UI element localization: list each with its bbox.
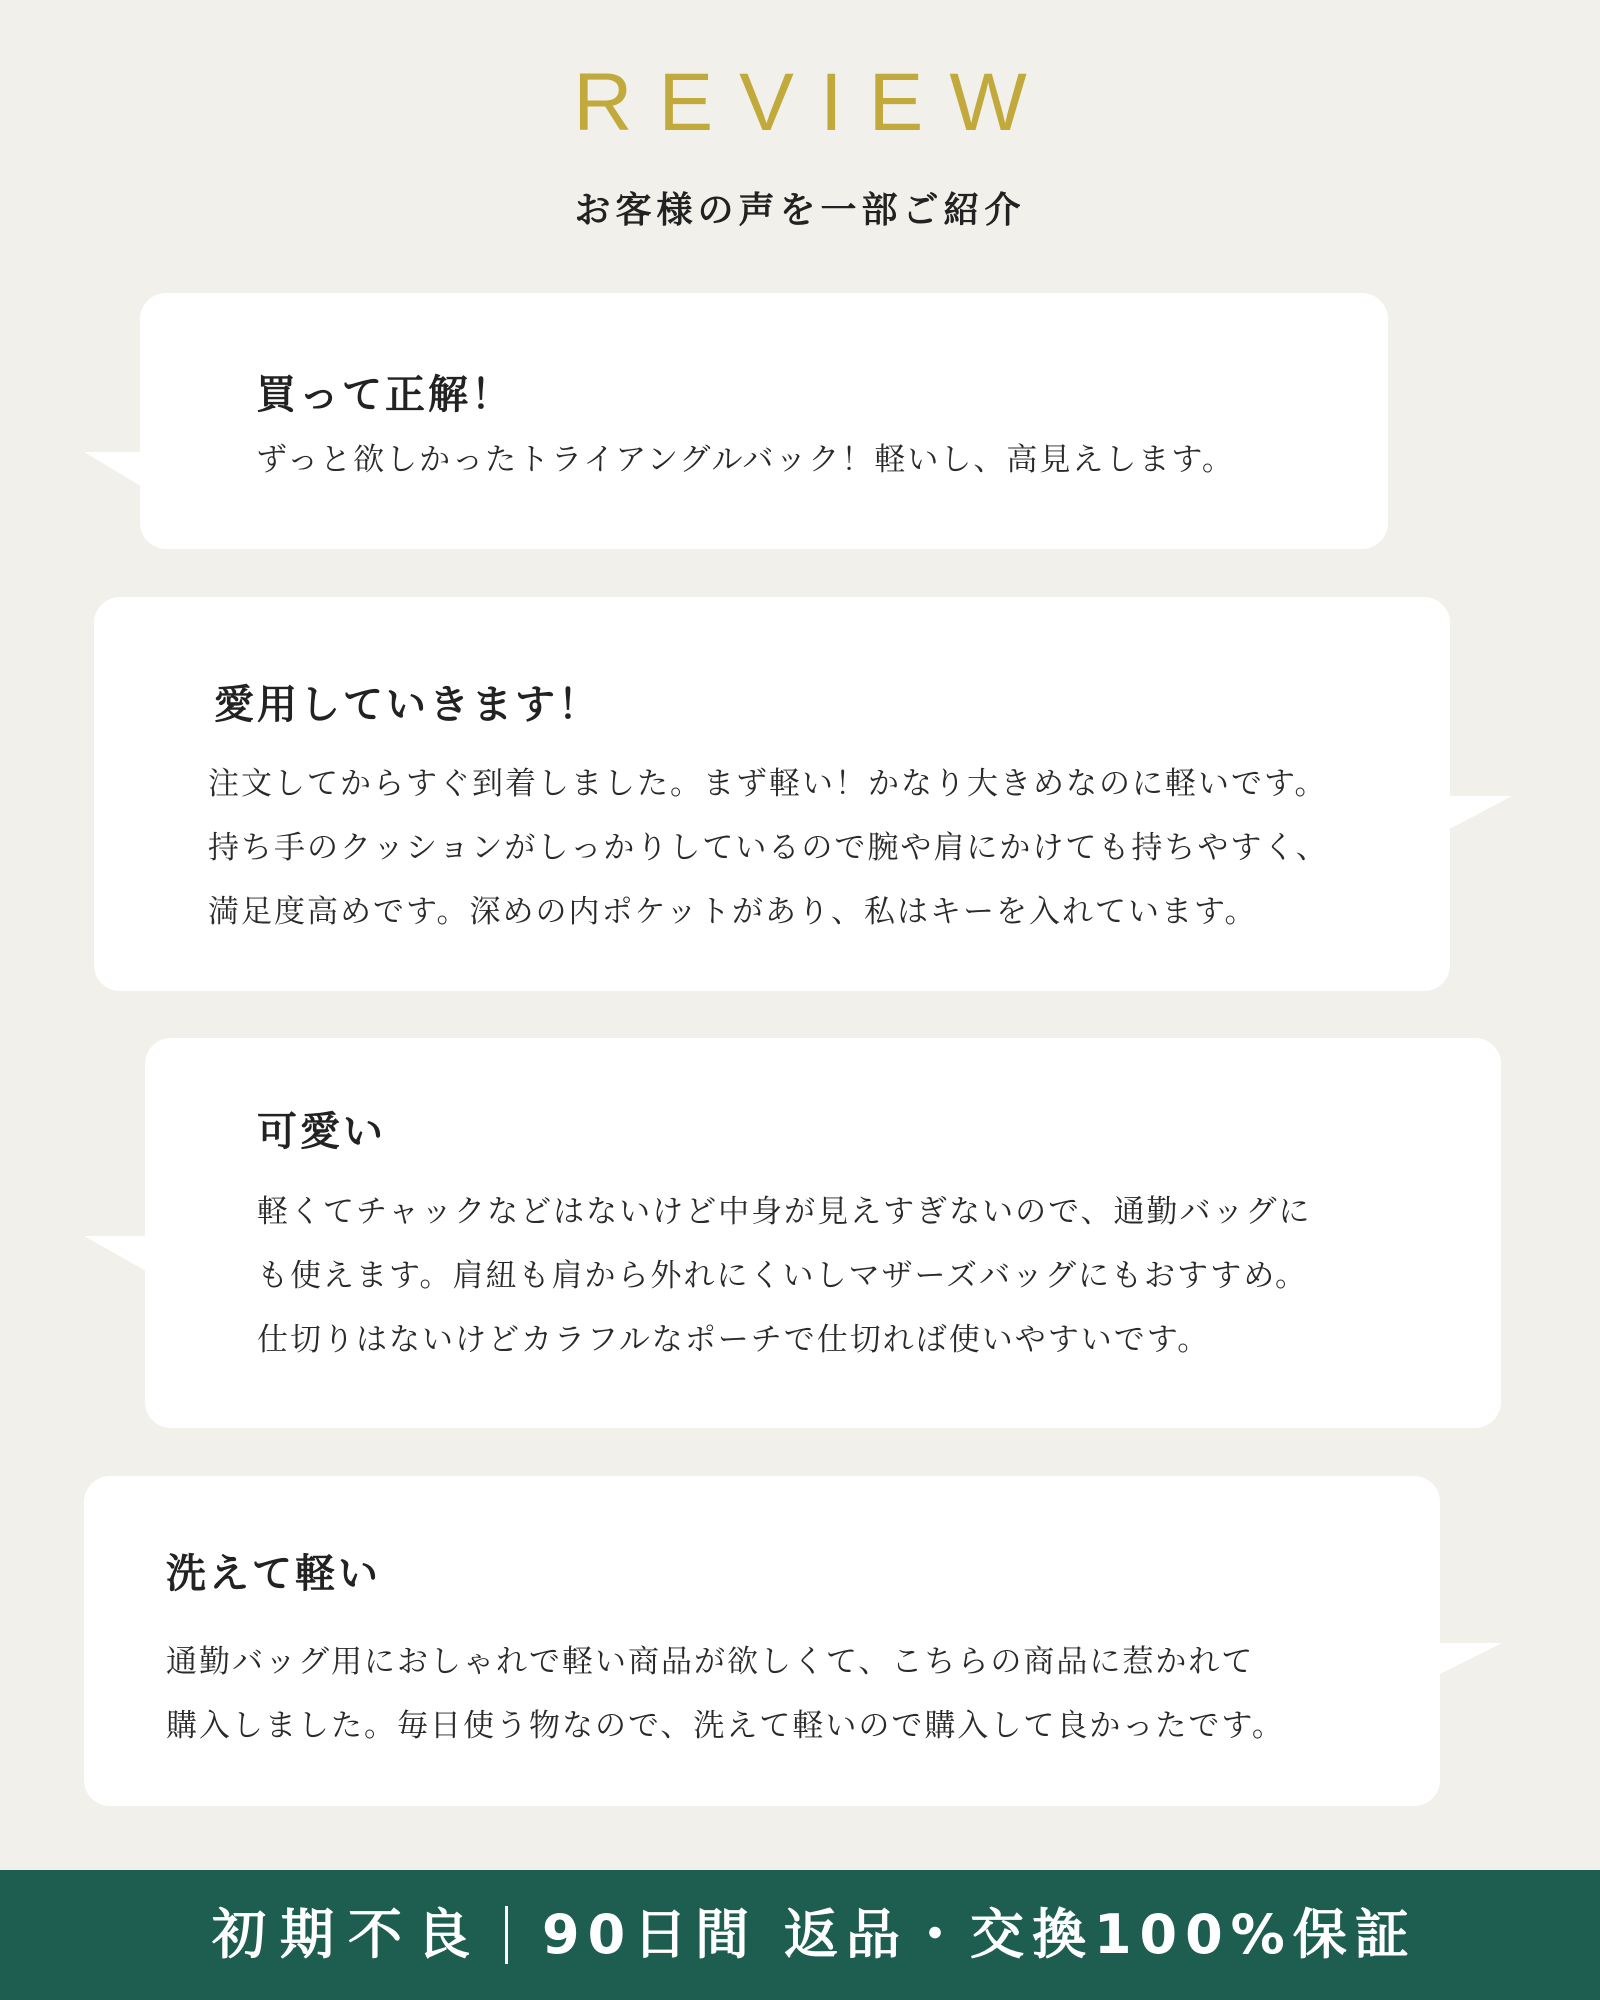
review-text: 持ち手のクッションがしっかりしているので腕や肩にかけても持ちやすく、 bbox=[208, 830, 1329, 866]
review-text: 仕切りはないけどカラフルなポーチで仕切れば使いやすいです。 bbox=[257, 1322, 1211, 1358]
review-title: 愛用していきます！ bbox=[214, 682, 601, 728]
banner-divider bbox=[505, 1906, 508, 1964]
review-card bbox=[140, 293, 1388, 549]
review-text: 購入しました。毎日使う物なので、洗えて軽いので購入して良かったです。 bbox=[166, 1708, 1285, 1744]
guarantee-text: 90日間 返品・交換100%保証 bbox=[542, 1903, 1417, 1966]
review-heading: REVIEW bbox=[573, 57, 1053, 148]
review-title: 洗えて軽い bbox=[166, 1551, 381, 1597]
speech-tail-left bbox=[84, 1234, 148, 1274]
guarantee-label: 初期不良 bbox=[212, 1903, 484, 1966]
guarantee-banner bbox=[0, 1870, 1600, 2000]
speech-tail-right bbox=[1440, 794, 1512, 836]
review-text: 注文してからすぐ到着しました。まず軽い！かなり大きめなのに軽いです。 bbox=[208, 766, 1328, 802]
review-text: 満足度高めです。深めの内ポケットがあり、私はキーを入れています。 bbox=[208, 894, 1258, 930]
review-card bbox=[94, 597, 1450, 991]
review-text: も使えます。肩紐も肩から外れにくいしマザーズバッグにもおすすめ。 bbox=[257, 1258, 1309, 1294]
review-text: 通勤バッグ用におしゃれで軽い商品が欲しくて、こちらの商品に惹かれて bbox=[166, 1644, 1255, 1680]
speech-tail-left bbox=[84, 450, 144, 490]
review-text: 軽くてチャックなどはないけど中身が見えすぎないので、通勤バッグに bbox=[257, 1194, 1312, 1230]
review-title: 可愛い bbox=[257, 1109, 386, 1155]
review-card bbox=[145, 1038, 1501, 1428]
review-card bbox=[84, 1476, 1440, 1806]
review-subtitle: お客様の声を一部ご紹介 bbox=[574, 190, 1026, 231]
review-text: ずっと欲しかったトライアングルバック！軽いし、高見えします。 bbox=[256, 442, 1235, 478]
speech-tail-right bbox=[1438, 1641, 1502, 1677]
review-title: 買って正解！ bbox=[256, 372, 514, 418]
